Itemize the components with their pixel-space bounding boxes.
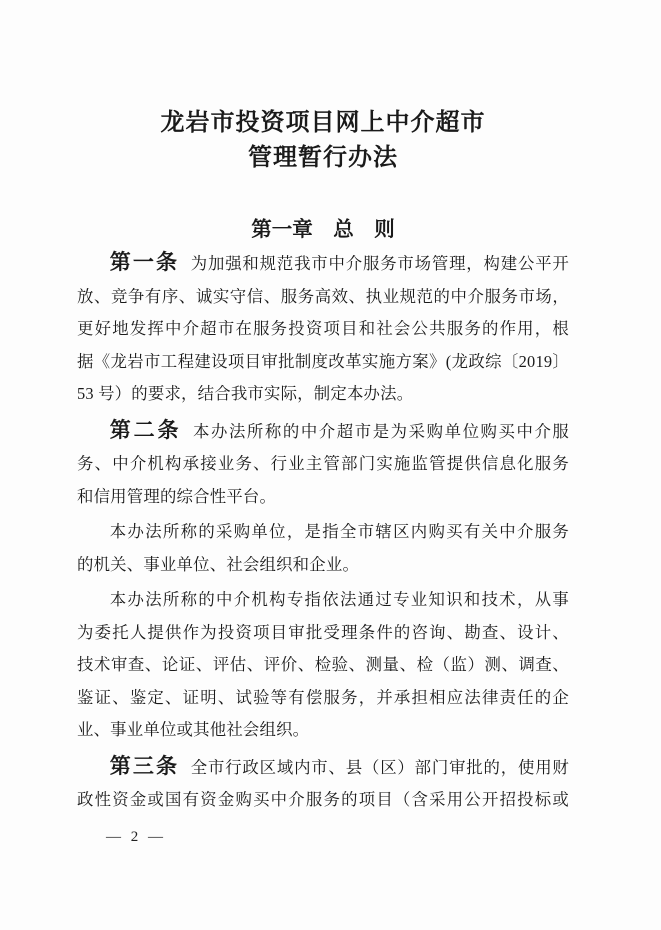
paragraph-line: 业、事业单位或其他社会组织。 (77, 720, 310, 739)
paragraph-line: 本办法所称的中介机构专指依法通过专业知识和技术，从事 (109, 590, 569, 609)
clause-number: 第三条 (109, 753, 180, 778)
document-title-line1: 龙岩市投资项目网上中介超市 (160, 110, 486, 136)
paragraph-line: 本办法所称的采购单位，是指全市辖区内购买有关中介服务 (109, 522, 569, 541)
clause-number: 第一条 (109, 250, 180, 274)
paragraph-line (77, 246, 569, 281)
paragraph-line: 和信用管理的综合性平台。 (77, 486, 277, 506)
paragraph-line: 放、竞争有序、诚实守信、服务高效、执业规范的中介服务市场， (77, 286, 569, 306)
paragraph (77, 414, 569, 514)
paragraph-line (77, 750, 569, 785)
paragraph-line: 技术审查、论证、评估、评价、检验、测量、检（监）测、调查、 (77, 655, 569, 674)
paragraph-line: 的机关、事业单位、社会组织和企业。 (77, 554, 360, 574)
chapter-heading: 第一章 总 则 (251, 218, 395, 241)
paragraph-line: 政性资金或国有资金购买中介服务的项目（含采用公开招投标或 (77, 790, 569, 809)
clause-number: 第二条 (109, 417, 182, 442)
paragraph-line: 53 号）的要求，结合我市实际，制定本办法。 (77, 384, 414, 403)
document-title (77, 0, 569, 176)
paragraph (77, 584, 569, 747)
paragraph-text: 本办法所称的中介超市是为采购单位购买中介服 (193, 421, 570, 441)
paragraph-line: 鉴证、鉴定、证明、试验等有偿服务，并承担相应法律责任的企 (77, 687, 569, 707)
document-title-line2: 管理暂行办法 (248, 145, 398, 171)
paragraph (77, 750, 569, 817)
page-number: — 2 — (106, 829, 166, 845)
paragraph-text: 为加强和规范我市中介服务市场管理，构建公平开 (190, 254, 570, 273)
document-body (77, 246, 569, 817)
paragraph-text: 全市行政区域内市、县（区）部门审批的，使用财 (190, 757, 570, 777)
paragraph-line: 更好地发挥中介超市在服务投资项目和社会公共服务的作用，根 (77, 319, 569, 338)
paragraph (77, 246, 569, 411)
paragraph-line: 务、中介机构承接业务、行业主管部门实施监管提供信息化服务 (77, 454, 569, 473)
paragraph-line: 为委托人提供作为投资项目审批受理条件的咨询、勘查、设计、 (77, 622, 569, 642)
document-content (77, 0, 569, 817)
paragraph (77, 516, 569, 581)
paragraph-line: 据《龙岩市工程建设项目审批制度改革实施方案》(龙政综〔2019〕 (77, 351, 569, 371)
paragraph-line (77, 414, 569, 449)
